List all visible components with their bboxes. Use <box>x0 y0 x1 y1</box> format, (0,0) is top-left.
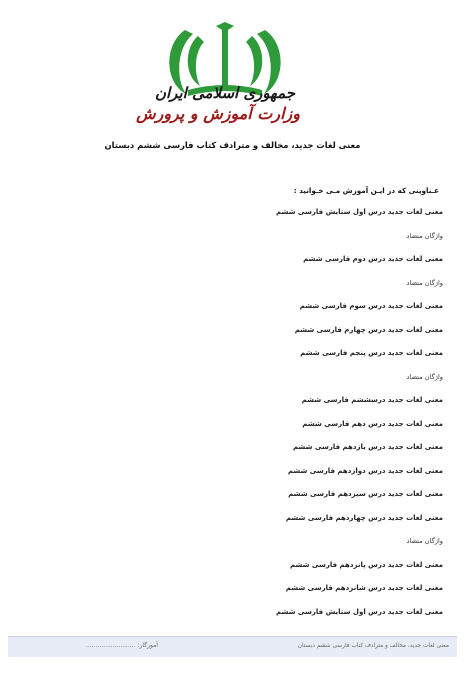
topic-item: معنی لغات جدید درس پانزدهم فارسی ششم <box>289 560 443 569</box>
logo-ministry-name: وزارت آموزش و پرورش <box>136 104 300 123</box>
topic-item: معنی لغات جدید درس یازدهم فارسی ششم <box>292 443 443 451</box>
antonyms-heading: واژگان متضاد <box>406 537 443 545</box>
topic-item: معنی لغات جدید درسششم فارسی ششم <box>301 396 443 404</box>
topic-item: معنی لغات جدید درس چهاردهم فارسی ششم <box>285 513 443 522</box>
topic-item: معنی لغات جدید درس اول ستایش فارسی ششم <box>276 208 443 216</box>
antonyms-heading: واژگان متضاد <box>406 278 443 287</box>
topic-item: معنی لغات جدید درس سیزدهم فارسی ششم <box>288 490 443 498</box>
topic-item: معنی لغات جدید درس دوازدهم فارسی ششم <box>287 466 443 475</box>
intro-text: عـناوینی که در ایـن آموزش مـی خـوانید : <box>293 186 439 195</box>
document-title: معنی لغات جدید، مخالف و مترادف کتاب فارسی ششم دبستان <box>104 140 361 150</box>
page-footer <box>8 636 457 657</box>
header-logotype <box>136 70 300 126</box>
topic-item: معنی لغات جدید درس اول ستایش فارسی ششم <box>276 607 443 616</box>
topic-item: معنی لغات جدید درس پنجم فارسی ششم <box>300 349 443 357</box>
antonyms-heading: واژگان متضاد <box>406 231 443 240</box>
topic-item: معنی لغات جدید درس شانزدهم فارسی ششم <box>285 584 443 592</box>
topic-item: معنی لغات جدید درس چهارم فارسی ششم <box>294 325 443 334</box>
footer-teacher-field: آموزگار: .......................... <box>86 642 158 649</box>
topic-item: معنی لغات جدید درس دهم فارسی ششم <box>302 419 443 428</box>
topic-item: معنی لغات جدید درس سوم فارسی ششم <box>299 302 443 310</box>
logo-country-name: جمهوری اسلامی ایران <box>154 84 296 102</box>
topic-item: معنی لغات جدید درس دوم فارسی ششم <box>303 255 443 263</box>
footer-title: معنی لغات جدید، مخالف و مترادف کتاب فارسی ششم دبستان <box>297 643 449 649</box>
antonyms-heading: واژگان متضاد <box>406 372 443 381</box>
